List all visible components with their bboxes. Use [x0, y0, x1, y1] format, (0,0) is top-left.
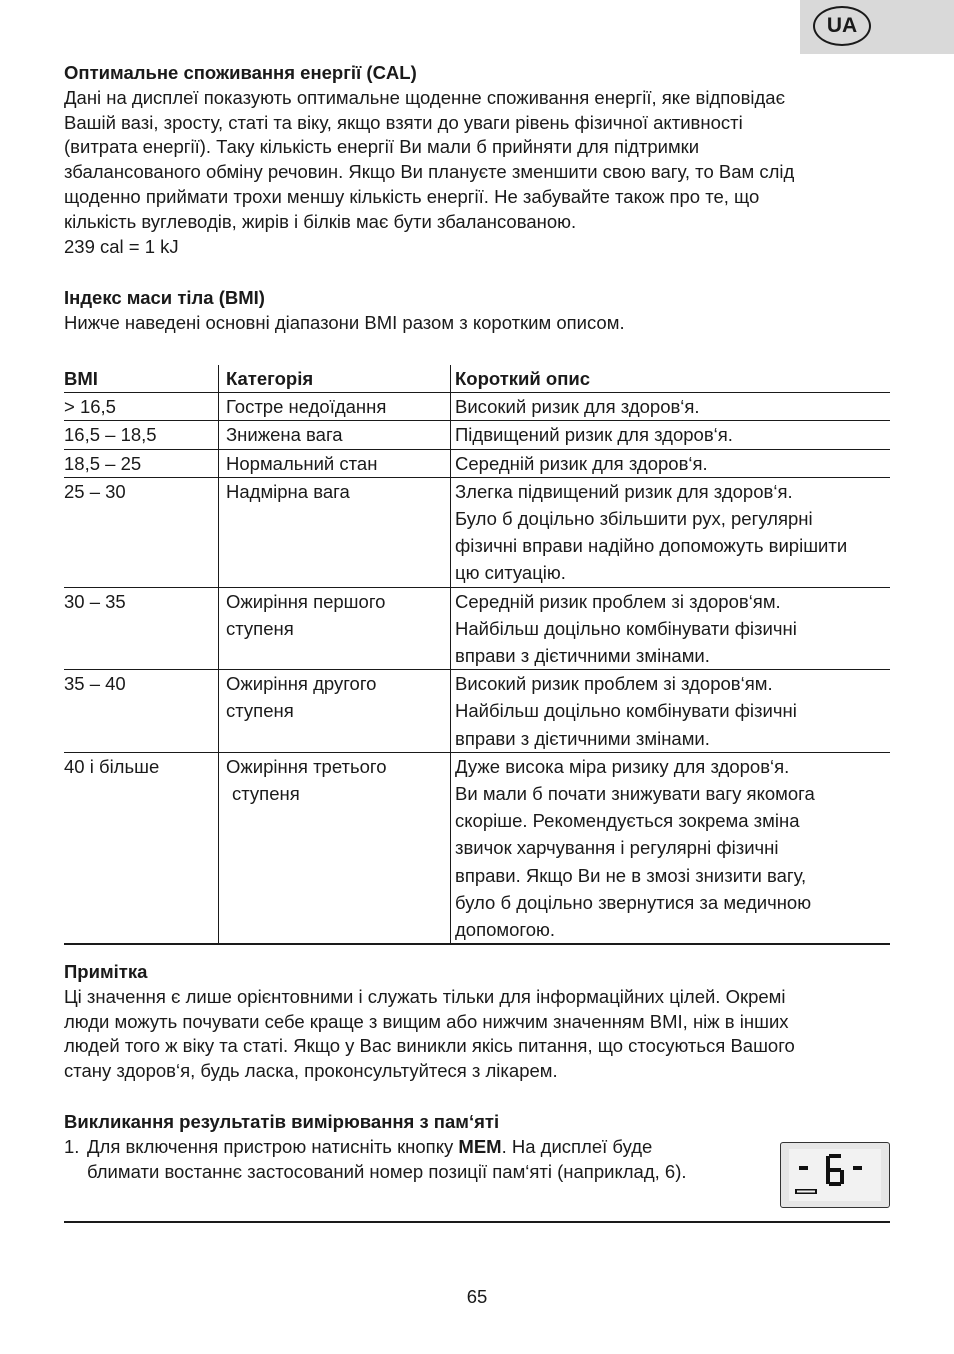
- bmi-section: [64, 286, 894, 336]
- step-text: . На дисплеї буде: [501, 1136, 653, 1157]
- note-section: [64, 960, 894, 1084]
- bmi-intro: Нижче наведені основні діапазони BMI разом з коротким описом.: [64, 311, 625, 333]
- cal-line: щоденно приймати трохи меншу кількість енергії. Не забувайте також про те, що: [64, 185, 760, 207]
- bmi-heading: Індекс маси тіла (BMI): [64, 287, 265, 308]
- bmi-description: Високий ризик проблем зі здоров‘ям. Найбільш доцільно комбінувати фізичні вправи з дієтичними змінами.: [451, 670, 891, 753]
- step-text: Для включення пристрою натисніть кнопку: [87, 1136, 459, 1157]
- step-number: 1.: [64, 1136, 80, 1157]
- cal-section: [64, 61, 894, 259]
- page-number: 65: [466, 1286, 488, 1307]
- bmi-category: Гостре недоїдання: [219, 393, 451, 421]
- note-line: люди можуть почувати себе краще з вищим або нижчим значенням BMI, ніж в інших: [64, 1010, 789, 1032]
- cal-line: Дані на дисплеї показують оптимальне щоденне споживання енергії, яке відповідає: [64, 86, 786, 108]
- cal-line: збалансованого обміну речовин. Якщо Ви плануєте зменшити свою вагу, то Вам слід: [64, 161, 795, 183]
- header-category: Категорія: [219, 365, 451, 393]
- memory-heading: Викликання результатів вимірювання з пам‘яті: [64, 1111, 500, 1132]
- cal-conversion: 239 cal = 1 kJ: [64, 235, 179, 257]
- table-row: [64, 752, 890, 944]
- lcd-digits: [789, 1149, 881, 1201]
- bmi-table-header: [64, 365, 890, 393]
- table-row: [64, 587, 890, 670]
- table-row: [64, 477, 890, 587]
- bmi-description: Середній ризик для здоров‘я.: [451, 449, 891, 477]
- bmi-range: 40 і більше: [64, 752, 219, 944]
- memory-step-1: [64, 1135, 764, 1185]
- mem-key: MEM: [458, 1136, 502, 1157]
- bottom-rule: [64, 1221, 890, 1223]
- header-bmi: BMI: [64, 365, 219, 393]
- table-row: [64, 393, 890, 421]
- bmi-category: Ожиріння другого ступеня: [219, 670, 451, 753]
- lcd-screen: [789, 1149, 881, 1201]
- cal-line: кількість вуглеводів, жирів і білків має бути збалансованою.: [64, 210, 577, 232]
- bmi-range: 25 – 30: [64, 477, 219, 587]
- bmi-category: Ожиріння третього ступеня: [219, 752, 451, 944]
- bmi-description: Високий ризик для здоров‘я.: [451, 393, 891, 421]
- note-line: людей того ж віку та статі. Якщо у Вас виникли якісь питання, що стосуються Вашого: [64, 1035, 795, 1057]
- table-row: [64, 449, 890, 477]
- memory-section: [64, 1110, 894, 1135]
- bmi-category: Надмірна вага: [219, 477, 451, 587]
- cal-heading: Оптимальне споживання енергії (CAL): [64, 62, 417, 83]
- language-badge: UA: [813, 6, 871, 46]
- note-line: стану здоров‘я, будь ласка, проконсультуйтеся з лікарем.: [64, 1060, 558, 1082]
- cal-line: (витрата енергії). Таку кількість енергії Ви мали б прийняти для підтримки: [64, 136, 700, 158]
- cal-line: Вашій вазі, зросту, статі та віку, якщо взяти до уваги рівень фізичної активності: [64, 111, 743, 133]
- bmi-category: Ожиріння першого ступеня: [219, 587, 451, 670]
- lcd-display-illustration: [780, 1142, 890, 1208]
- note-line: Ці значення є лише орієнтовними і служать тільки для інформаційних цілей. Окремі: [64, 985, 786, 1007]
- bmi-description: Підвищений ризик для здоров‘я.: [451, 421, 891, 449]
- step-text-line2: блимати востаннє застосований номер позиції пам‘яті (наприклад, 6).: [87, 1160, 687, 1182]
- bmi-category: Нормальний стан: [219, 449, 451, 477]
- bmi-description: Середній ризик проблем зі здоров‘ям. Найбільш доцільно комбінувати фізичні вправи з дієтичними змінами.: [451, 587, 891, 670]
- bmi-description: Дуже висока міра ризику для здоров‘я. Ви мали б почати знижувати вагу якомога скоріше. Рекомендується зокрема зміна звичок харчування і регулярні фізичні вправи. Якщо Ви не в змозі знизити вагу, було б доцільно звернутися за медичною допомогою.: [451, 752, 891, 944]
- bmi-range: 18,5 – 25: [64, 449, 219, 477]
- bmi-table: [64, 365, 890, 945]
- bmi-category: Знижена вага: [219, 421, 451, 449]
- bmi-range: 30 – 35: [64, 587, 219, 670]
- bmi-range: 35 – 40: [64, 670, 219, 753]
- table-row: [64, 670, 890, 753]
- table-row: [64, 421, 890, 449]
- bmi-description: Злегка підвищений ризик для здоров‘я. Було б доцільно збільшити рух, регулярні фізичні вправи надійно допоможуть вирішити цю ситуацію.: [451, 477, 891, 587]
- bmi-range: 16,5 – 18,5: [64, 421, 219, 449]
- note-heading: Примітка: [64, 961, 148, 982]
- bmi-range: > 16,5: [64, 393, 219, 421]
- header-description: Короткий опис: [451, 365, 891, 393]
